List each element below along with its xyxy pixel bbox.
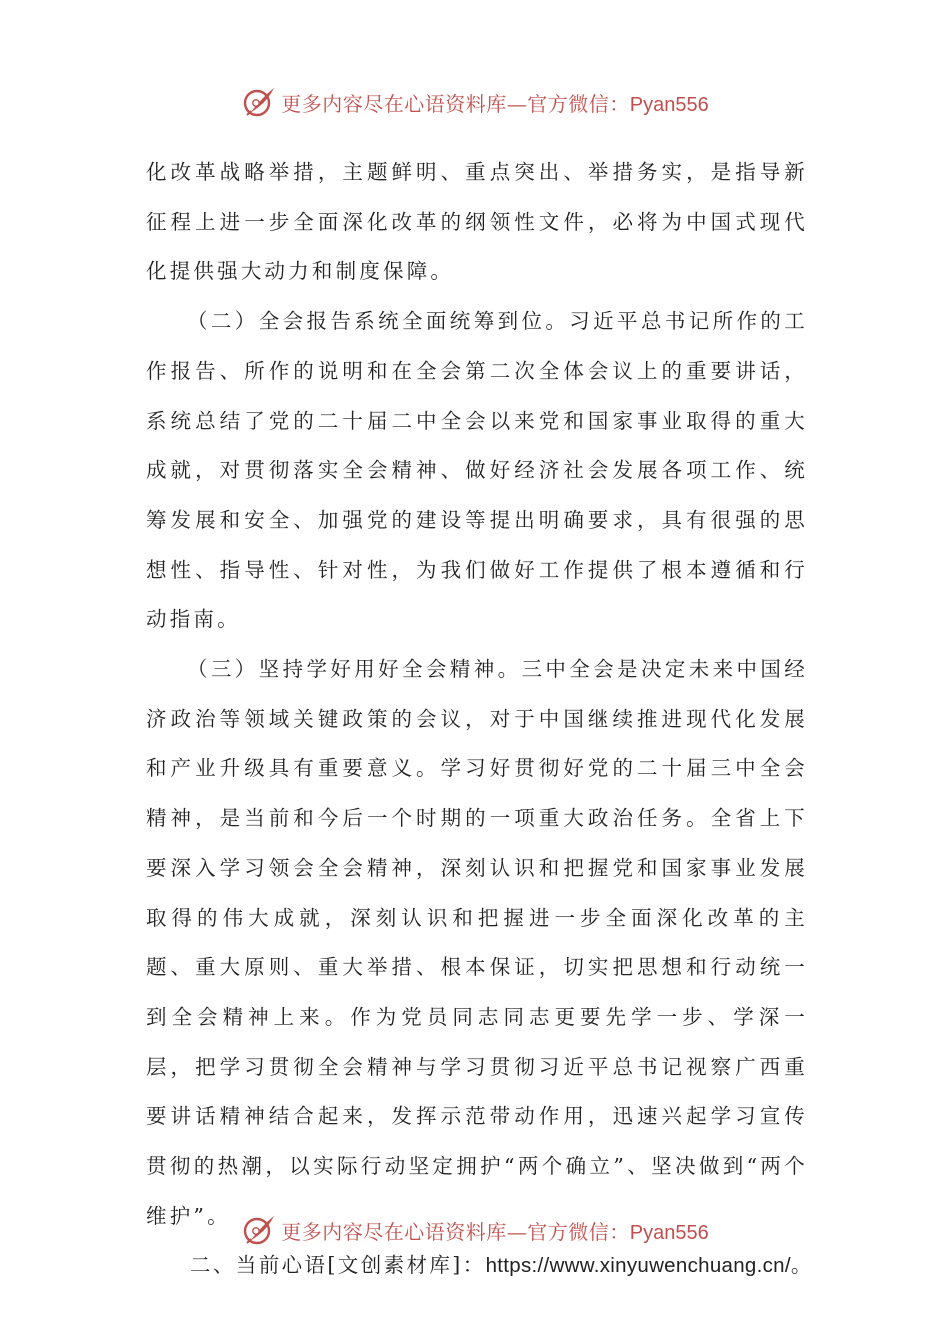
header-banner — [0, 82, 950, 122]
quill-pen-circle-icon — [241, 1212, 277, 1248]
footer-banner — [0, 1210, 950, 1250]
paragraph-3: （三）坚持学好用好全会精神。三中全会是决定未来中国经济政治等领域关键政策的会议，对于中国继续推进现代化发展和产业升级具有重要意义。学习好贯彻好党的二十届三中全会精神，是当前和今后一个时期的一项重大政治任务。全省上下要深入学习领会全会精神，深刻认识和把握党和国家事业发展取得的伟大成就，深刻认识和把握进一步全面深化改革的主题、重大原则、重大举措、根本保证，切实把思想和行动统一到全会精神上来。作为党员同志同志更要先学一步、学深一层，把学习贯彻全会精神与学习贯彻习近平总书记视察广西重要讲话精神结合起来，发挥示范带动作用，迅速兴起学习宣传贯彻的热潮，以实际行动坚定拥护“两个确立”、坚决做到“两个维护”。 — [146, 657, 809, 1228]
footer-wechat-id: Pyan556 — [629, 1221, 709, 1244]
footer-banner-text: 更多内容尽在心语资料库—官方微信： — [281, 1219, 630, 1244]
paragraph-2: （二）全会报告系统全面统筹到位。习近平总书记所作的工作报告、所作的说明和在全会第二次全体会议上的重要讲话，系统总结了党的二十届二中全会以来党和国家事业取得的重大成就，对贯彻落实全会精神、做好经济社会发展各项工作、统筹发展和安全、加强党的建设等提出明确要求，具有很强的思想性、指导性、针对性，为我们做好工作提供了根本遵循和行动指南。 — [146, 309, 809, 632]
resource-url-link[interactable]: https://www.xinyuwenchuang.cn/ — [485, 1254, 791, 1278]
paragraph-1: 化改革战略举措，主题鲜明、重点突出、举措务实，是指导新征程上进一步全面深化改革的纲领性文件，必将为中国式现代化提供强大动力和制度保障。 — [146, 160, 809, 284]
header-wechat-id: Pyan556 — [629, 93, 709, 116]
header-banner-text: 更多内容尽在心语资料库—官方微信： — [281, 91, 630, 116]
link-prefix: 二、当前心语[文创素材库]： — [190, 1253, 486, 1278]
document-body — [146, 148, 814, 1291]
link-suffix: 。 — [790, 1253, 814, 1278]
quill-pen-circle-icon — [241, 84, 277, 120]
